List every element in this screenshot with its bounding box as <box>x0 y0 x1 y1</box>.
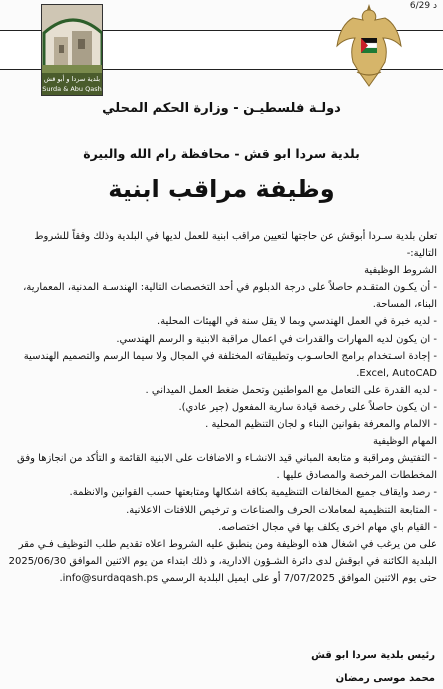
logo-caption <box>42 73 102 95</box>
body-line: تعلن بلدية سـردا أبوقش عن حاجتها لتعيين مراقب ابنية للعمل لديها في البلدية وذلك وفقاً للشروط التالية:- <box>34 231 437 260</box>
announcement-body <box>7 228 437 587</box>
logo-image-icon <box>42 5 103 75</box>
municipality-logo <box>41 4 103 96</box>
body-line: - ان يكون حاصلاً على رخصة قيادة سارية المفعول (جير عادي). <box>178 401 437 413</box>
body-line: - ان يكون لديه المهارات والقدرات في اعمال مراقبة الابنية و الرسم الهندسي. <box>116 333 437 345</box>
page-number: 6/29 د <box>409 1 437 11</box>
body-line: - لديه القدرة على التعامل مع المواطنين وتحمل ضغط العمل الميداني . <box>145 384 437 396</box>
signature-title: رئيس بلدية سردا ابو قش <box>311 650 435 661</box>
section-heading-requirements: الشروط الوظيفية <box>364 265 437 277</box>
municipality-heading: بلدية سردا ابو قش - محافظة رام الله والبيرة <box>83 146 360 161</box>
logo-caption-ar: بلدية سردا و أبو قش <box>43 75 101 83</box>
palestine-eagle-emblem-icon <box>333 2 405 90</box>
section-heading-duties: المهام الوظيفية <box>372 436 437 448</box>
signature-name: محمد موسى رمضان <box>335 673 435 684</box>
logo-caption-en: Surda & Abu Qash <box>42 85 102 93</box>
body-line: - لديه خبرة في العمل الهندسي وبما لا يقل سنة في الهيئات المحلية. <box>157 316 437 328</box>
body-line: - الالمام والمعرفة بقوانين البناء و لجان التنظيم المحلية . <box>205 419 437 431</box>
body-line: - المتابعة التنظيمية لمعاملات الحرف والصناعات و ترخيص اللافتات الاعلانية. <box>126 504 437 516</box>
job-title: وظيفة مراقب ابنية <box>108 175 335 203</box>
body-line: - رصد وايقاف جميع المخالفات التنظيمية بكافة اشكالها ومتابعتها حسب القوانين والانظمة. <box>69 487 437 499</box>
body-line: - القيام باي مهام اخرى يكلف بها في مجال اختصاصه. <box>218 521 437 533</box>
body-line: - إجادة اسـتخدام برامج الحاسـوب وتطبيقاته المختلفة في المجال ولا سيما الرسم والتصميم الهندسية Excel, AutoCAD. <box>23 350 437 379</box>
state-ministry-heading: دولـة فلسطيـن - وزارة الحكم المحلي <box>102 101 341 116</box>
body-line: - أن يكـون المتقـدم حاصلاً على درجة الدبلوم في أحد التخصصات التالية: الهندسـة المدنية، المعمارية، البناء، المساحة. <box>23 282 437 311</box>
body-line: - التفتيش ومراقبة و متابعة المباني قيد الانشـاء و الاضافات على الابنية القائمة و التأكد من انجازها وفق المخططات المرخصة والمصادق عليها . <box>17 453 437 482</box>
application-instructions: على من يرغب في اشغال هذه الوظيفة ومن ينطبق عليه الشروط اعلاه تقديم طلب التوظيف فـي مقر البلدية الكائنة في ابوقش لدى دائرة الشـؤون الادارية، و ذلك ابتداء من يوم الاثنين الموافق 2025/06/30 حتى يوم الاثنين الموافق 7/07/2025 أو على ايميل البلدية الرسمي info@surdaqash.ps. <box>8 538 437 584</box>
